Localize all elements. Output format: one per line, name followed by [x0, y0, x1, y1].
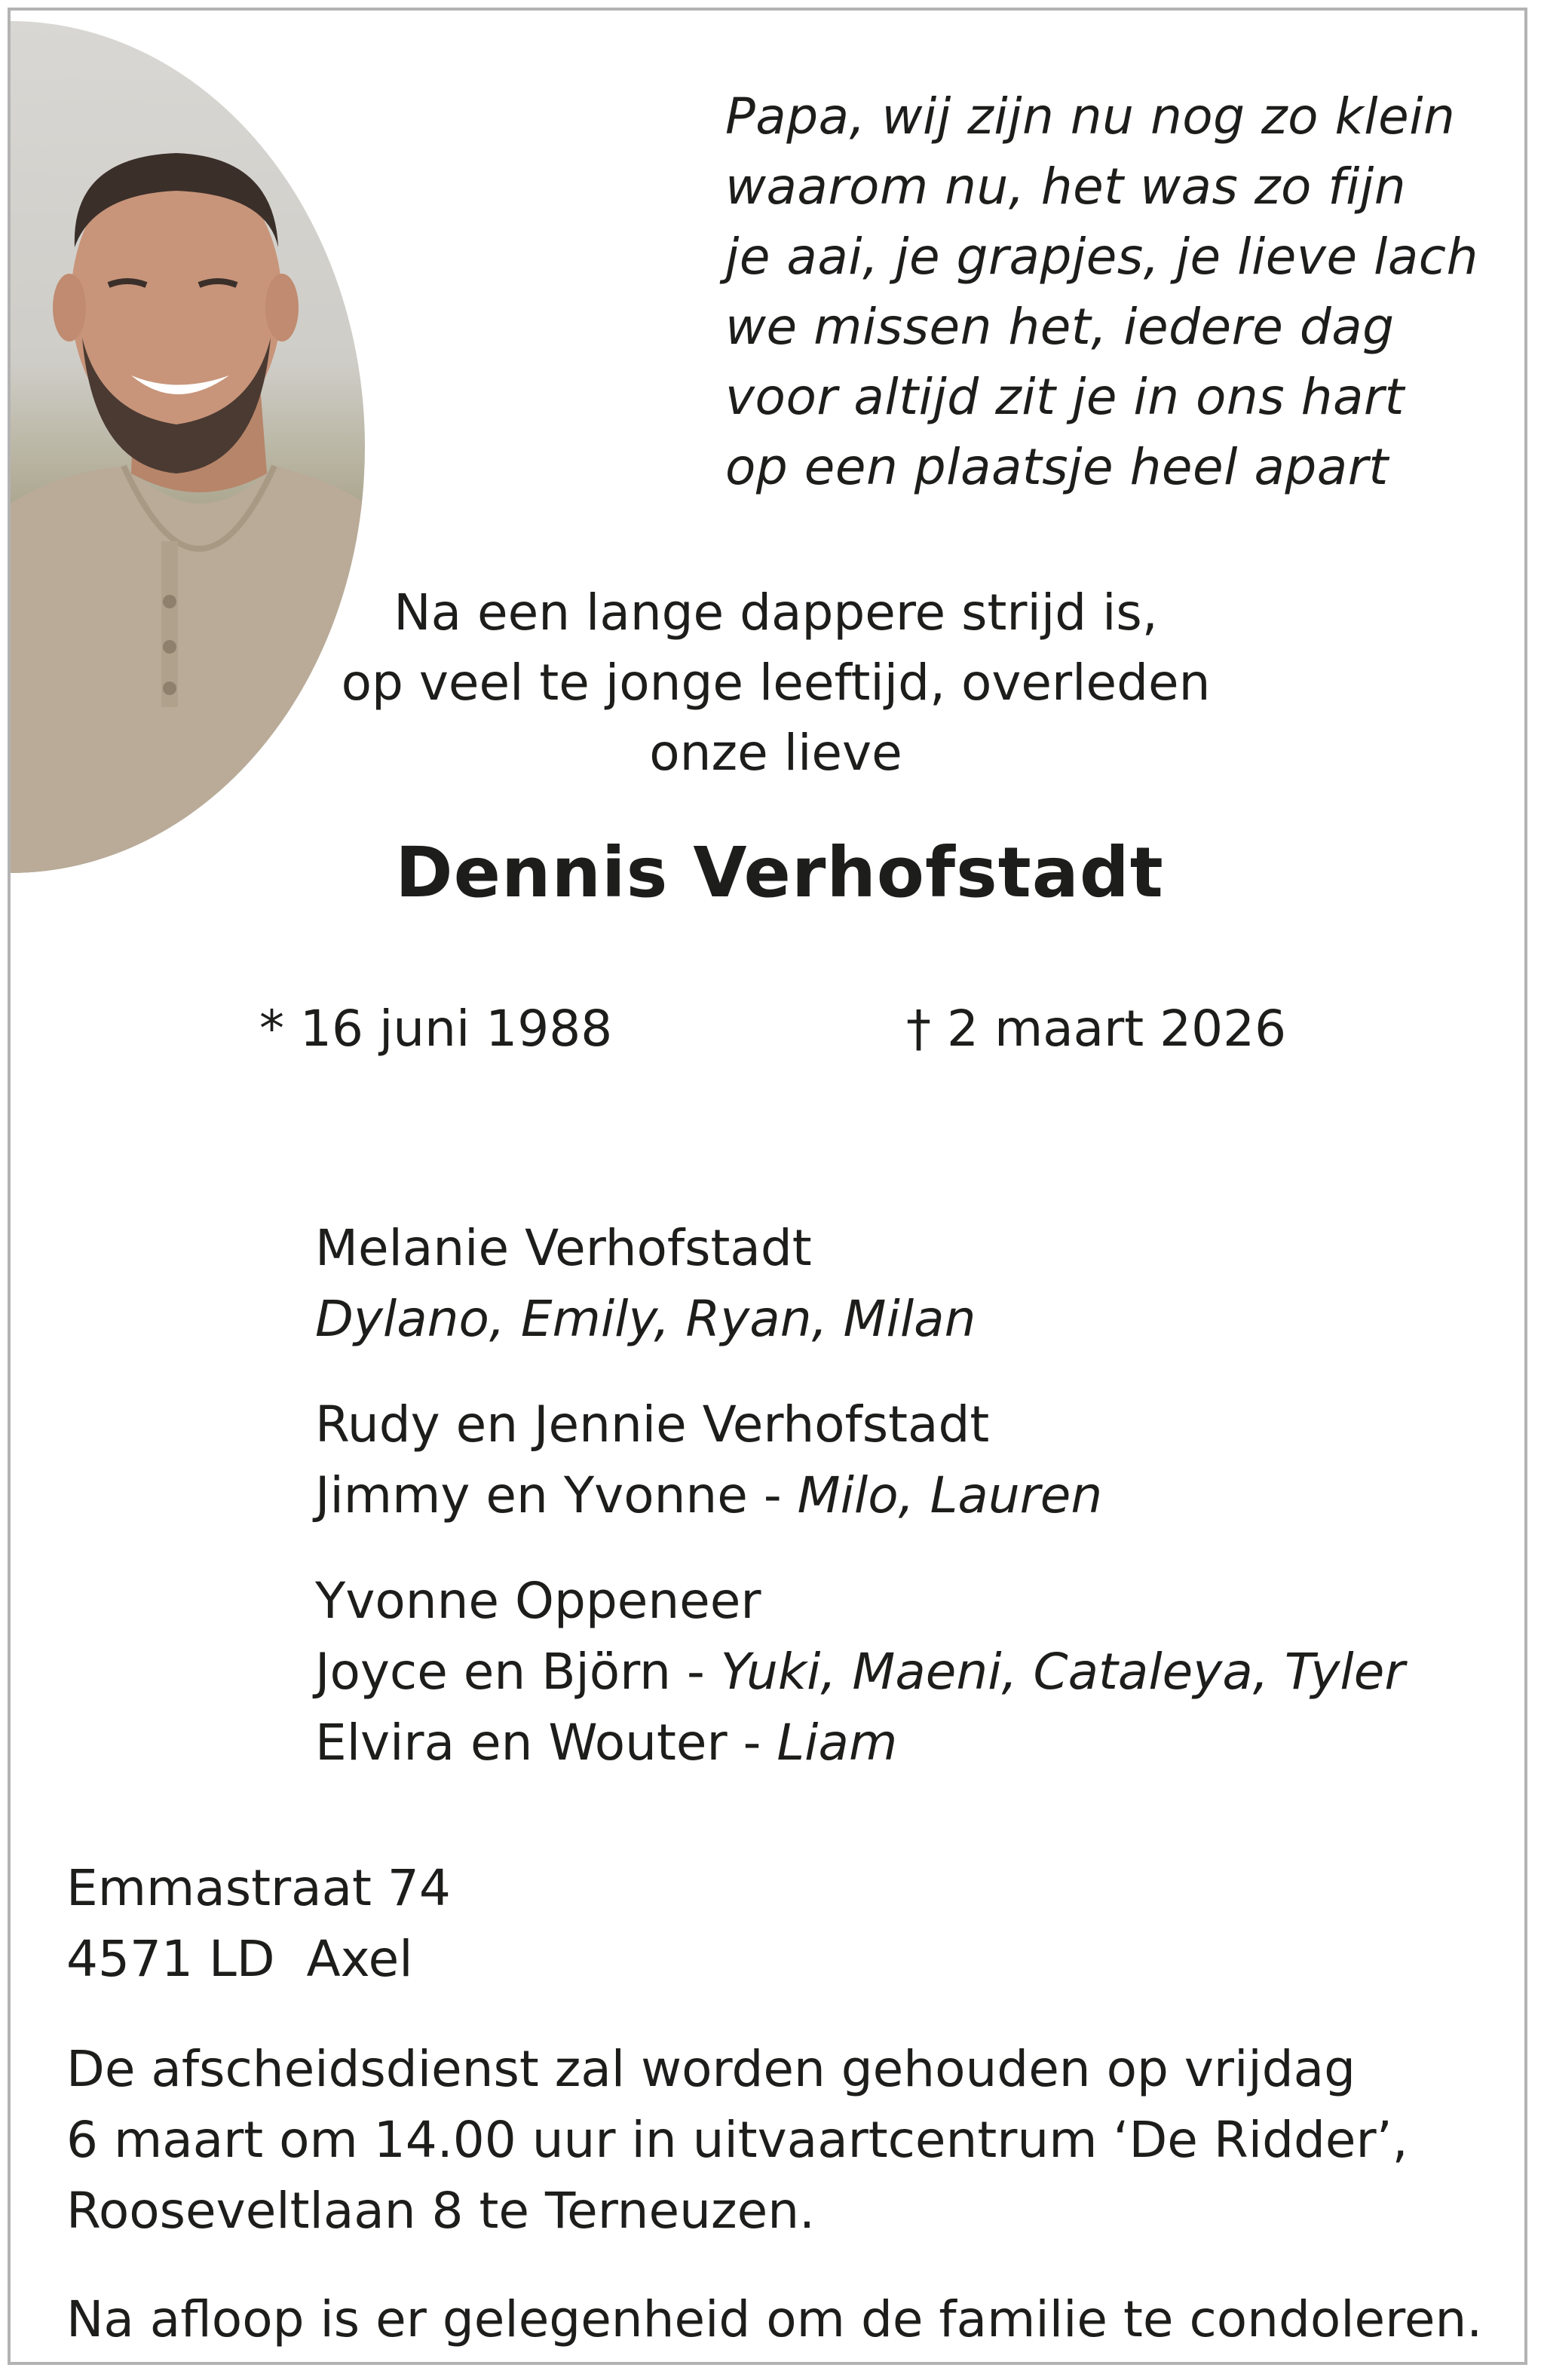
condolence-note: Na afloop is er gelegenheid om de familie te condoleren.: [66, 2290, 1483, 2348]
service-line: 6 maart om 14.00 uur in uitvaartcentrum ‘De Ridder’,: [66, 2111, 1408, 2169]
intro-line: op veel te jonge leeftijd, overleden: [341, 654, 1211, 712]
deceased-name: Dennis Verhofstadt: [395, 832, 1164, 913]
poem: [725, 81, 1478, 502]
family-member: Joyce en Björn -: [315, 1643, 721, 1701]
family-group: [315, 1389, 1405, 1531]
family-group: [315, 1566, 1405, 1778]
family-list: [315, 1213, 1405, 1813]
intro-line: onze lieve: [649, 724, 902, 782]
service-line: Rooseveltlaan 8 te Terneuzen.: [66, 2182, 815, 2240]
family-children: Milo, Lauren: [797, 1466, 1103, 1524]
intro-line: Na een lange dappere strijd is,: [394, 584, 1158, 642]
family-children: Yuki, Maeni, Cataleya, Tyler: [720, 1643, 1405, 1701]
poem-line: Papa, wij zijn nu nog zo klein: [725, 87, 1456, 145]
family-member-line: [315, 1708, 1405, 1778]
service-line: De afscheidsdienst zal worden gehouden op vrijdag: [66, 2040, 1356, 2098]
poem-line: waarom nu, het was zo fijn: [725, 158, 1407, 216]
death-date: † 2 maart 2026: [906, 1000, 1287, 1058]
family-member: Rudy en Jennie Verhofstadt: [315, 1395, 990, 1453]
address-line: 4571 LD Axel: [66, 1930, 413, 1988]
announcement-intro: [259, 577, 1292, 788]
family-children: Liam: [777, 1714, 898, 1772]
service-details: [66, 2034, 1408, 2247]
family-group: [315, 1213, 1405, 1355]
family-member-line: [315, 1460, 1405, 1531]
poem-line: we missen het, iedere dag: [725, 298, 1395, 356]
poem-line: op een plaatsje heel apart: [725, 438, 1389, 496]
family-children: Dylano, Emily, Ryan, Milan: [315, 1290, 976, 1348]
birth-date: * 16 juni 1988: [259, 1000, 613, 1058]
poem-line: voor altijd zit je in ons hart: [725, 368, 1405, 426]
family-member: Yvonne Oppeneer: [315, 1572, 761, 1630]
family-member: Elvira en Wouter -: [315, 1714, 777, 1772]
family-member: Jimmy en Yvonne -: [315, 1466, 798, 1524]
family-member-line: [315, 1637, 1405, 1708]
address-line: Emmastraat 74: [66, 1859, 451, 1917]
poem-line: je aai, je grapjes, je lieve lach: [725, 228, 1478, 286]
obituary-card: [8, 8, 1527, 2365]
home-address: [66, 1853, 451, 1995]
family-member: Melanie Verhofstadt: [315, 1219, 812, 1277]
